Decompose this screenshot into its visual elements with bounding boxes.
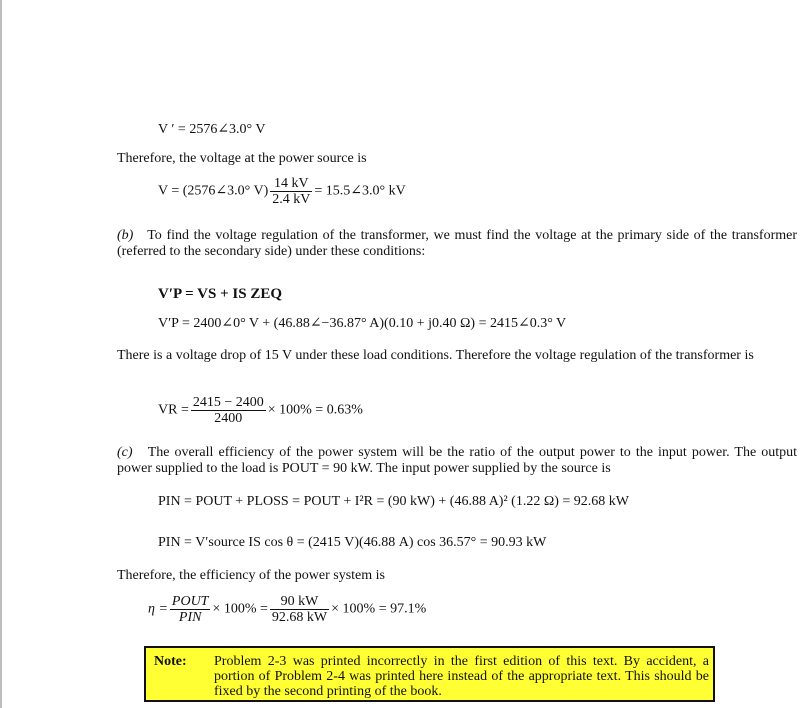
fraction-numerator: 14 kV: [270, 176, 312, 192]
equation-eta-lhs: η =: [148, 601, 168, 617]
equation-vp-numeric: V′P = 2400∠0° V + (46.88∠−36.87° A)(0.10 + j0.40 Ω) = 2415∠0.3° V: [158, 316, 567, 331]
equation-eta-rhs: × 100% = 97.1%: [331, 601, 427, 617]
fraction-power-values: [270, 594, 329, 625]
paragraph-voltage-drop: There is a voltage drop of 15 V under these load conditions. Therefore the voltage regulation of the transformer is: [117, 348, 754, 363]
paragraph-part-b: [117, 228, 797, 260]
fraction-denominator: 2.4 kV: [272, 192, 311, 207]
equation-voltage-regulation: [158, 395, 363, 426]
equation-vsource-rhs: = 15.5∠3.0° kV: [314, 183, 406, 199]
equation-vr-rhs: × 100% = 0.63%: [267, 402, 363, 418]
equation-pin-losses: PIN = POUT + PLOSS = POUT + I²R = (90 kW) + (46.88 A)² (1.22 Ω) = 92.68 kW: [158, 494, 629, 509]
fraction-denominator: 2400: [214, 411, 243, 426]
fraction-numerator: POUT: [171, 594, 209, 609]
page-edge: [0, 0, 2, 708]
equation-vr-lhs: VR =: [158, 402, 189, 418]
paragraph-part-c: [117, 445, 797, 477]
note-text: Problem 2-3 was printed incorrectly in the first edition of this text. By accident, a portion of Problem 2-4 was printed here instead of the appropriate text. This should be fixed by the second printing of the book.: [214, 654, 709, 699]
equation-pin-source: PIN = V′source IS cos θ = (2415 V)(46.88 A) cos 36.57° = 90.93 kW: [158, 535, 547, 550]
fraction-denominator: 92.68 kW: [271, 610, 328, 625]
equation-efficiency: [148, 594, 426, 625]
fraction-numerator: 2415 − 2400: [192, 395, 264, 410]
fraction-kv-ratio: [270, 176, 312, 207]
note-box: [144, 646, 715, 702]
equation-vsource-prime: V ′ = 2576∠3.0° V: [158, 122, 266, 137]
equation-vsource-lhs: V = (2576∠3.0° V): [158, 183, 269, 199]
fraction-numerator: 90 kW: [270, 594, 329, 610]
part-b-text: To find the voltage regulation of the transformer, we must find the voltage at the primary side of the transformer (referred to the secondary side) under these conditions:: [117, 228, 798, 259]
part-c-label: (c): [117, 445, 133, 460]
fraction-power-ratio: [170, 594, 211, 625]
equation-eta-mid: × 100% =: [212, 601, 268, 617]
text-therefore-voltage: Therefore, the voltage at the power source is: [117, 151, 367, 166]
note-label: Note:: [154, 654, 187, 669]
part-c-text: The overall efficiency of the power system will be the ratio of the output power to the input power. The output power supplied to the load is POUT = 90 kW. The input power supplied by the source is: [117, 445, 798, 476]
part-b-label: (b): [117, 228, 134, 243]
fraction-denominator: PIN: [178, 610, 202, 625]
text-therefore-efficiency: Therefore, the efficiency of the power system is: [117, 568, 385, 583]
equation-vp-general: V′P = VS + IS ZEQ: [158, 286, 282, 302]
fraction-vr: [191, 395, 266, 426]
equation-vsource: [158, 176, 406, 207]
